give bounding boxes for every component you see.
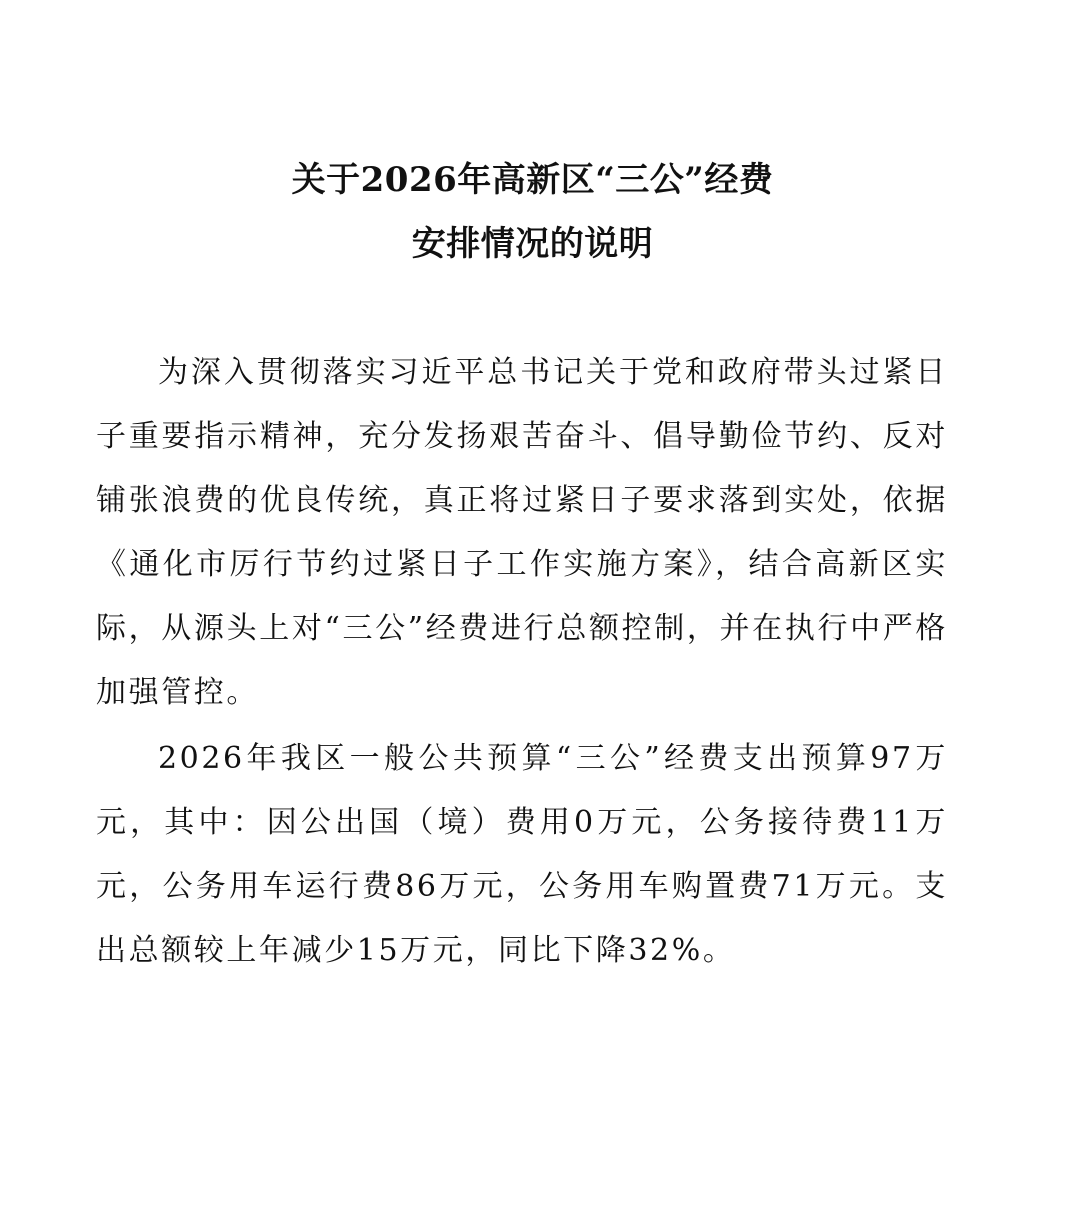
body-paragraph-1: 为深入贯彻落实习近平总书记关于党和政府带头过紧日子重要指示精神，充分发扬艰苦奋斗、倡导勤俭节约、反对铺张浪费的优良传统，真正将过紧日子要求落到实处，依据《通化市厉行节约过紧日子工作实施方案》，结合高新区实际，从源头上对“三公”经费进行总额控制，并在执行中严格加强管控。 xyxy=(96,355,948,710)
body-paragraph-2: 2026年我区一般公共预算“三公”经费支出预算97万元，其中：因公出国（境）费用0万元，公务接待费11万元，公务用车运行费86万元，公务用车购置费71万元。支出总额较上年减少15万元，同比下降32%。 xyxy=(96,741,948,968)
document-title-line-1: 关于2026年高新区“三公”经费 xyxy=(291,160,774,200)
document-title-line-2: 安排情况的说明 xyxy=(411,224,654,264)
